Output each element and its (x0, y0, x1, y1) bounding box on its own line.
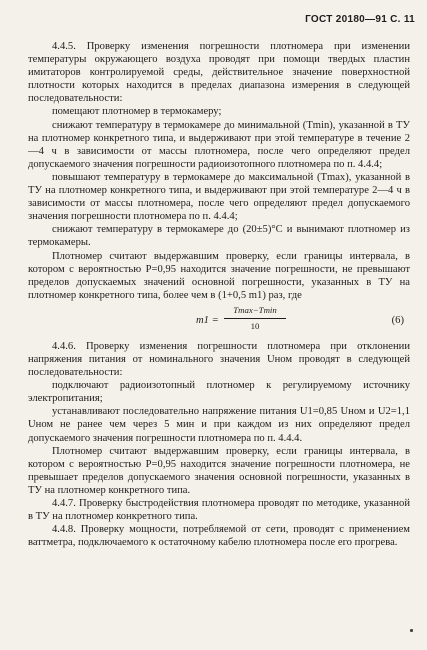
acceptance-criterion-voltage: Плотномер считают выдержавшим проверку, если границы интервала, в котором с вероятностью P=0,95 находится значение погрешности плотномера, не превышает пределов допускаемого значения основной погрешности, указанных в ТУ на плотномер конкретного типа. (28, 445, 410, 496)
page-header: ГОСТ 20180—91 С. 11 (305, 14, 415, 25)
formula-lhs: m1 = (196, 314, 219, 326)
paragraph-4-4-7: 4.4.7. Проверку быстродействия плотномера проводят по методике, указанной в ТУ на плотномер конкретного типа. (28, 498, 410, 523)
formula-numerator: Tmax−Tmin (224, 304, 286, 319)
step-lower-temperature: снижают температуру в термокамере до минимальной (Tmin), указанной в ТУ на плотномер конкретного типа, и выдерживают при этой температуре в течение 2—4 ч в зависимости от массы плотномера, после чего определяют предел допускаемого значения погрешности радиоизотопного плотномера по п. 4.4.4; (28, 119, 410, 170)
paragraph-4-4-5: 4.4.5. Проверку изменения погрешности плотномера при изменении температуры окружающего воздуха проводят при помощи твердых пластин имитаторов контролируемой среды, действительное значение поверхностной плотности которых находится в пределах диапазона измерения в следующей последовательности: (28, 41, 410, 105)
step-place-in-chamber: помещают плотномер в термокамеру; (52, 106, 222, 118)
formula-denominator: 10 (250, 320, 260, 331)
step-return-temperature: снижают температуру в термокамере до (20±5)°С и вынимают плотномер из термокамеры. (28, 224, 410, 249)
step-set-voltage: устанавливают последовательно напряжение питания U1=0,85 Uном и U2=1,1 Uном не ранее чем через 5 мин и при каждом из них определяют предел допускаемого значения погрешности плотномера по п. 4.4.4. (28, 406, 410, 444)
paragraph-4-4-6: 4.4.6. Проверку изменения погрешности плотномера при отклонении напряжения питания от номинального значения Uном проводят в следующей последовательности: (28, 340, 410, 379)
step-raise-temperature: повышают температуру в термокамере до максимальной (Tmax), указанной в ТУ на плотномер конкретного типа, и выдерживают при этой температуре 2—4 ч в зависимости от массы плотномера, после чего определяют предел допускаемого значения погрешности плотномера по п. 4.4.4; (28, 171, 410, 223)
scan-speck (410, 629, 413, 632)
formula-fraction (224, 304, 286, 333)
paragraph-4-4-8: 4.4.8. Проверку мощности, потребляемой от сети, проводят с применением ваттметра, подключаемого к остаточному кабелю плотномера после его прогрева. (28, 524, 410, 549)
document-body (28, 40, 410, 549)
formula-6 (28, 304, 410, 338)
acceptance-criterion-temperature: Плотномер считают выдержавшим проверку, если границы интервала, в котором с вероятностью P=0,95 находится значение погрешности, не превышают пределов допускаемых значений основной погрешности, указанных в ТУ на плотномер конкретного типа, более чем в (1+0,5 m1) раз, где (28, 250, 410, 301)
formula-number: (6) (391, 314, 404, 326)
step-connect-source: подключают радиоизотопный плотномер к регулируемому источнику электропитания; (28, 380, 410, 405)
